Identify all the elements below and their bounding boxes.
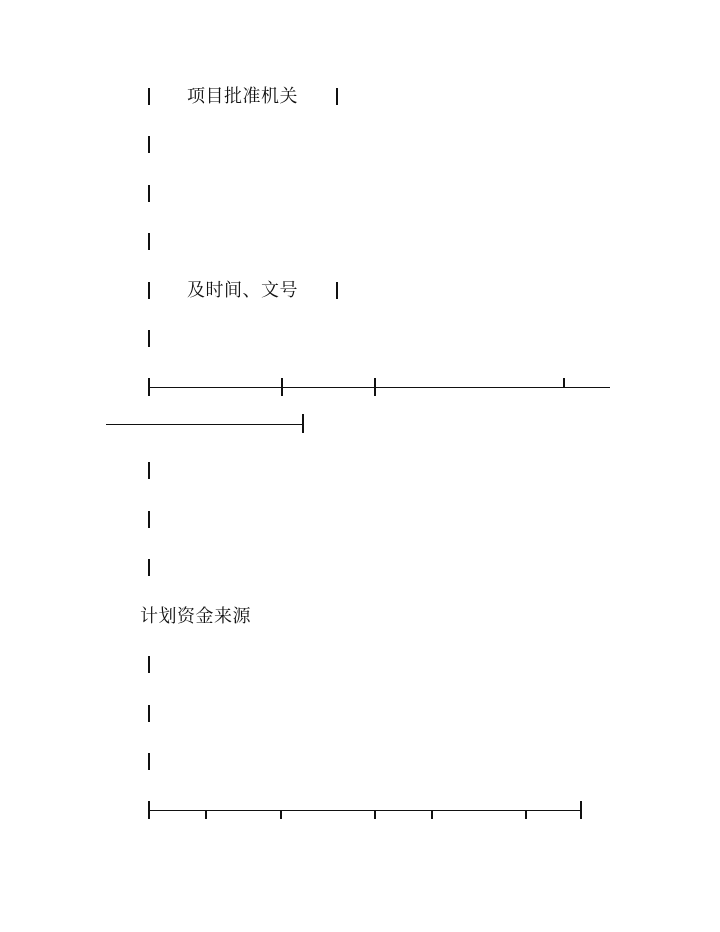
table-rule-tick [148, 801, 150, 819]
table-rule [149, 810, 582, 811]
table-border-left [148, 705, 150, 722]
table-border-left [148, 511, 150, 528]
table-rule-end-tick [580, 801, 582, 819]
table-rule-tick [374, 378, 376, 396]
table-border-left [148, 753, 150, 770]
table-rule-tick [205, 810, 207, 819]
table-border-cell [336, 88, 338, 105]
table-border-left [148, 462, 150, 479]
table-rule-continuation [106, 424, 303, 425]
table-border-left [148, 233, 150, 250]
table-border-left [148, 656, 150, 673]
table-rule-tick [281, 378, 283, 396]
table-border-left [148, 88, 150, 105]
table-border-left [148, 136, 150, 153]
approval-time-docno-label: 及时间、文号 [187, 280, 298, 301]
table-border-left [148, 185, 150, 202]
table-border-left [148, 559, 150, 576]
table-rule-tick [563, 378, 565, 387]
table-border-cell [336, 282, 338, 299]
table-rule [149, 387, 610, 388]
table-border-left [148, 330, 150, 347]
funding-source-label: 计划资金来源 [140, 606, 251, 627]
table-rule-end-tick [302, 414, 304, 433]
table-rule-tick [148, 378, 150, 396]
table-rule-tick [525, 810, 527, 819]
approval-authority-label: 项目批准机关 [187, 86, 298, 107]
table-rule-tick [374, 810, 376, 819]
table-border-left [148, 282, 150, 299]
table-rule-tick [280, 810, 282, 819]
table-rule-tick [431, 810, 433, 819]
